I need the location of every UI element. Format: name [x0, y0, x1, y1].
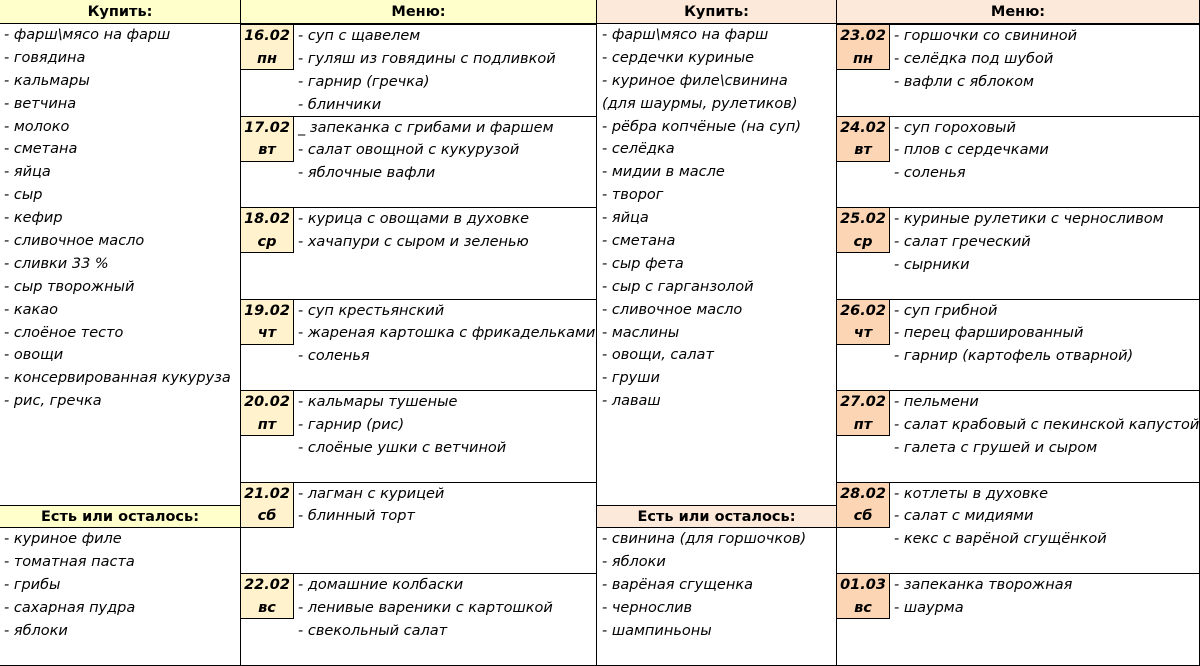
list-item: - рёбра копчёные (на суп) [602, 118, 801, 135]
dish-item: - свекольный салат [298, 622, 448, 639]
weekday-label: пн [852, 50, 874, 67]
menu-day [241, 207, 597, 299]
date-label: 22.02 [244, 577, 290, 593]
dish-item: - домашние колбаски [298, 577, 464, 593]
dish-list [294, 574, 553, 643]
list-item: - овощи, салат [602, 347, 714, 364]
list-item: - фарш\мясо на фарш [4, 27, 171, 43]
weekday-label: вс [854, 599, 872, 616]
dish-list [294, 117, 554, 186]
dish-item: - куриные рулетики с черносливом [894, 211, 1164, 227]
list-item: - сыр с гарганзолой [602, 278, 754, 295]
list-item: - чернослив [602, 599, 693, 616]
list-item: (для шаурмы, рулетиков) [602, 95, 798, 112]
date-label: 17.02 [244, 119, 290, 136]
dish-list [294, 483, 444, 529]
list-item: - лаваш [602, 393, 661, 410]
week2-left-list [598, 528, 836, 642]
list-item: - яблоки [602, 553, 666, 570]
list-item: - фарш\мясо на фарш [602, 27, 769, 43]
menu-day [241, 299, 597, 391]
date-cell [837, 117, 890, 162]
week1-buy-list [0, 24, 240, 413]
dish-item: - гарнир (картофель отварной) [894, 348, 1134, 365]
date-label: 20.02 [244, 394, 290, 410]
dish-item: - хачапури с сыром и зеленью [298, 233, 529, 250]
week1-menu-header: Меню: [241, 0, 597, 24]
dish-list [890, 117, 1049, 186]
dish-item: - шаурма [894, 599, 964, 616]
dish-list [890, 391, 1199, 460]
dish-list [294, 391, 506, 460]
dish-item: - жареная картошка с фрикадельками [298, 325, 596, 342]
date-label: 27.02 [840, 394, 886, 410]
dish-item: - блинчики [298, 96, 382, 113]
date-cell [837, 391, 890, 436]
date-cell [837, 25, 890, 70]
weekday-label: ср [853, 233, 873, 250]
list-item: - сметана [602, 233, 676, 250]
list-item: - говядина [4, 49, 86, 66]
date-cell [241, 574, 294, 619]
dish-list [890, 483, 1107, 552]
dish-item: - вафли с яблоком [894, 73, 1034, 90]
weekday-label: вт [258, 142, 276, 158]
list-item: - яйца [4, 164, 51, 181]
dish-item: - перец фаршированный [894, 325, 1084, 342]
week2-buy-list [598, 24, 836, 413]
dish-item: - салат крабовый с пекинской капустой [894, 416, 1200, 433]
dish-list [294, 25, 556, 117]
date-cell [241, 300, 294, 345]
dish-item: - запеканка творожная [894, 577, 1073, 593]
dish-item: - плов с сердечками [894, 142, 1049, 159]
dish-item: - гарнир (гречка) [298, 73, 430, 90]
date-label: 25.02 [840, 211, 886, 227]
week1-left-header: Есть или осталось: [0, 505, 241, 528]
dish-list [890, 574, 1072, 620]
dish-item: - салат с мидиями [894, 508, 1034, 525]
dish-item: - соленья [894, 165, 966, 182]
list-item: - сахарная пудра [4, 599, 136, 616]
list-item: - слоёное тесто [4, 324, 124, 341]
list-item: - сыр [4, 187, 43, 204]
list-item: - куриное филе [4, 531, 122, 547]
divider [596, 0, 597, 666]
list-item: - груши [602, 370, 660, 387]
dish-item: - селёдка под шубой [894, 50, 1054, 67]
dish-item: - суп с щавелем [298, 28, 421, 44]
list-item: - ветчина [4, 95, 77, 112]
week2-left-header: Есть или осталось: [597, 505, 837, 528]
list-item: - грибы [4, 576, 61, 593]
date-label: 16.02 [244, 28, 290, 44]
dish-item: - суп гороховый [894, 119, 1016, 136]
weekday-label: чт [853, 325, 873, 341]
dish-item: - ленивые вареники с картошкой [298, 599, 553, 616]
list-item: - сливочное масло [602, 301, 743, 318]
dish-list [294, 208, 529, 254]
dish-item: - курица с овощами в духовке [298, 211, 529, 227]
menu-day [837, 24, 1200, 116]
dish-list [890, 25, 1077, 94]
weekday-label: пн [256, 50, 278, 67]
list-item: - какао [4, 301, 58, 318]
dish-item: - пельмени [894, 394, 979, 410]
date-cell [837, 483, 890, 528]
list-item: - шампиньоны [602, 622, 712, 639]
menu-day [837, 207, 1200, 299]
list-item: - варёная сгущенка [602, 576, 753, 593]
week1-left-list [0, 528, 240, 642]
date-label: 18.02 [244, 211, 290, 227]
menu-day [837, 573, 1200, 665]
dish-item: - галета с грушей и сыром [894, 439, 1098, 456]
dish-item: - горшочки со свининой [894, 28, 1078, 44]
date-cell [837, 300, 890, 345]
date-cell [241, 25, 294, 70]
week1-buy-header: Купить: [0, 0, 241, 24]
list-item: - овощи [4, 347, 64, 364]
date-label: 21.02 [244, 485, 290, 502]
dish-item: - яблочные вафли [298, 165, 436, 182]
date-label: 24.02 [840, 119, 886, 136]
weekday-label: сб [853, 508, 873, 524]
date-label: 23.02 [840, 28, 886, 44]
list-item: - кефир [4, 210, 63, 227]
weekday-label: пт [257, 416, 277, 433]
list-item: - куриное филе\свинина [602, 72, 788, 89]
dish-item: - салат греческий [894, 233, 1031, 250]
date-label: 26.02 [840, 302, 886, 319]
dish-item: - кальмары тушеные [298, 394, 458, 410]
list-item: - мидии в масле [602, 164, 725, 181]
date-cell [241, 208, 294, 253]
weekday-label: пт [853, 416, 873, 433]
date-cell [241, 391, 294, 436]
menu-day [241, 482, 597, 574]
menu-day [241, 24, 597, 116]
date-label: 28.02 [840, 485, 886, 502]
dish-item: - суп грибной [894, 302, 998, 319]
menu-day [837, 482, 1200, 574]
list-item: - яблоки [4, 622, 68, 639]
week2-menu-header: Меню: [837, 0, 1200, 24]
list-item: - маслины [602, 324, 680, 341]
list-item: - яйца [602, 210, 649, 227]
dish-item: _ запеканка с грибами и фаршем [298, 119, 554, 136]
list-item: - сметана [4, 141, 78, 158]
dish-item: - суп крестьянский [298, 302, 445, 319]
menu-day [837, 299, 1200, 391]
list-item: - сыр фета [602, 255, 684, 272]
dish-list [890, 300, 1133, 369]
dish-item: - лагман с курицей [298, 485, 445, 502]
dish-list [294, 300, 595, 369]
menu-day [241, 390, 597, 482]
list-item: - сливочное масло [4, 233, 145, 250]
dish-item: - блинный торт [298, 508, 415, 525]
list-item: - свинина (для горшочков) [602, 531, 807, 547]
menu-day [241, 573, 597, 665]
dish-item: - котлеты в духовке [894, 485, 1049, 502]
week2-buy-header: Купить: [597, 0, 837, 24]
menu-day [837, 390, 1200, 482]
date-cell [241, 483, 294, 528]
list-item: - консервированная кукуруза [4, 370, 231, 387]
list-item: - молоко [4, 118, 70, 135]
dish-item: - слоёные ушки с ветчиной [298, 439, 507, 456]
date-cell [241, 117, 294, 162]
dish-item: - соленья [298, 348, 370, 365]
dish-list [890, 208, 1164, 277]
list-item: - рис, гречка [4, 393, 102, 410]
weekday-label: сб [257, 508, 277, 524]
date-cell [837, 574, 890, 619]
dish-item: - гуляш из говядины с подливкой [298, 50, 556, 67]
date-label: 19.02 [244, 302, 290, 319]
weekday-label: вт [854, 142, 872, 158]
dish-item: - сырники [894, 256, 970, 273]
list-item: - кальмары [4, 72, 90, 89]
menu-day [241, 116, 597, 208]
date-cell [837, 208, 890, 253]
dish-item: - кекс с варёной сгущёнкой [894, 531, 1107, 548]
list-item: - селёдка [602, 141, 675, 158]
list-item: - творог [602, 187, 664, 204]
list-item: - томатная паста [4, 553, 135, 570]
menu-day [837, 116, 1200, 208]
divider [240, 0, 241, 666]
weekday-label: чт [257, 325, 277, 341]
list-item: - сыр творожный [4, 278, 135, 295]
date-label: 01.03 [840, 577, 886, 593]
list-item: - сердечки куриные [602, 49, 755, 66]
dish-item: - гарнир (рис) [298, 416, 405, 433]
divider [836, 0, 837, 666]
weekday-label: ср [257, 233, 277, 250]
weekday-label: вс [258, 599, 276, 616]
dish-item: - салат овощной с кукурузой [298, 142, 520, 159]
list-item: - сливки 33 % [4, 255, 109, 272]
